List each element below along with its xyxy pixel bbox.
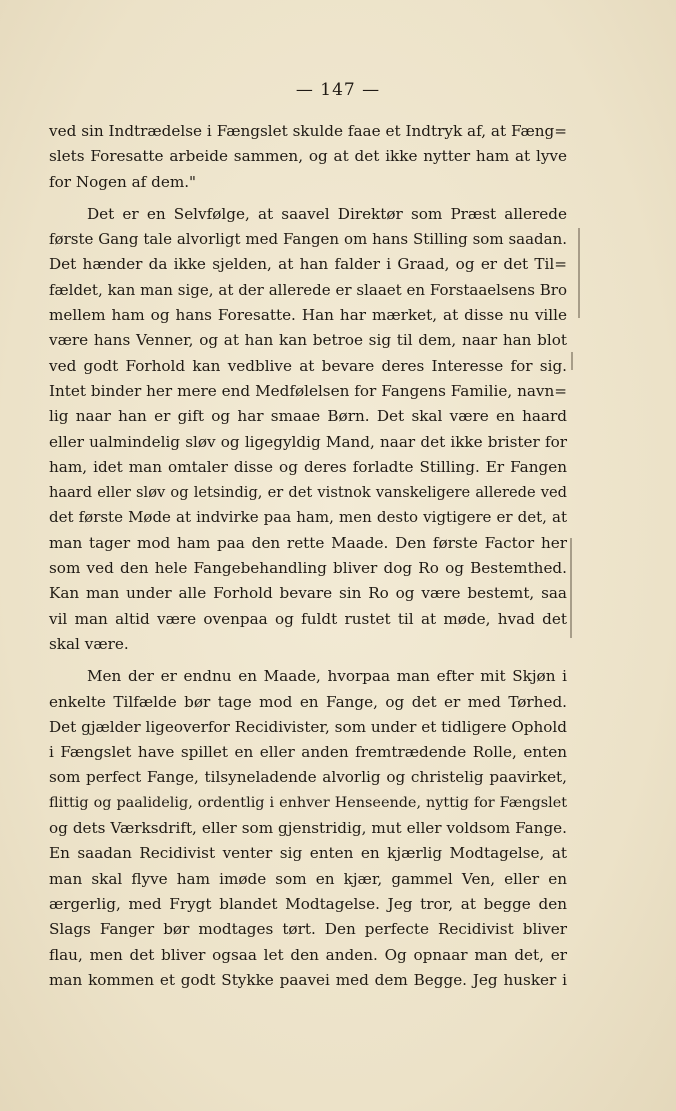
margin-pencil-mark xyxy=(571,352,573,370)
text-line: man kommen et godt Stykke paavei med dem Begge. Jeg husker i xyxy=(49,970,567,989)
text-line: Kan man under alle Forhold bevare sin Ro og være bestemt, saa xyxy=(49,584,567,603)
text-line: Slags Fanger bør modtages tørt. Den perfecte Recidivist bliver xyxy=(49,920,567,939)
text-line: det første Møde at indvirke paa ham, men desto vigtigere er det, at xyxy=(49,508,567,527)
paragraph-3 xyxy=(49,664,567,993)
text-line: være hans Venner, og at han kan betroe sig til dem, naar han blot xyxy=(49,331,567,350)
text-line: for Nogen af dem." xyxy=(49,172,197,191)
text-line: flau, men det bliver ogsaa let den anden. Og opnaar man det, er xyxy=(49,945,567,964)
text-line: slets Foresatte arbeide sammen, og at det ikke nytter ham at lyve xyxy=(49,147,567,166)
text-line: eller ualmindelig sløv og ligegyldig Mand, naar det ikke brister for xyxy=(49,432,567,451)
text-line: vil man altid være ovenpaa og fuldt rustet til at møde, hvad det xyxy=(49,609,567,628)
text-line: ved sin Indtrædelse i Fængslet skulde faae et Indtryk af, at Fæng= xyxy=(49,122,567,140)
text-line: Intet binder her mere end Medfølelsen for Fangens Familie, navn= xyxy=(49,381,567,400)
text-line: første Gang tale alvorligt med Fangen om hans Stilling som saadan. xyxy=(49,230,567,249)
text-line: lig naar han er gift og har smaae Børn. Det skal være en haard xyxy=(49,407,567,426)
text-line: enkelte Tilfælde bør tage mod en Fange, og det er med Tørhed. xyxy=(49,692,567,711)
text-line: haard eller sløv og letsindig, er det vistnok vanskeligere allerede ved xyxy=(49,484,567,502)
text-line: man tager mod ham paa den rette Maade. Den første Factor her xyxy=(49,533,567,552)
text-line: fældet, kan man sige, at der allerede er slaaet en Forstaaelsens Bro xyxy=(49,280,567,299)
text-line: skal være. xyxy=(49,634,129,653)
text-line: i Fængslet have spillet en eller anden fremtrædende Rolle, enten xyxy=(49,743,567,762)
text-line: Det hænder da ikke sjelden, at han falder i Graad, og er det Til= xyxy=(49,255,567,274)
paragraph-2 xyxy=(49,202,567,657)
paragraph-1 xyxy=(49,119,567,195)
text-body xyxy=(49,119,567,993)
text-line: ærgerlig, med Frygt blandet Modtagelse. Jeg tror, at begge den xyxy=(49,894,567,913)
text-line: man skal flyve ham imøde som en kjær, gammel Ven, eller en xyxy=(49,869,567,888)
text-line: Det er en Selvfølge, at saavel Direktør som Præst allerede xyxy=(87,204,567,223)
text-line: som perfect Fange, tilsyneladende alvorlig og christelig paavirket, xyxy=(49,768,567,787)
text-line: ved godt Forhold kan vedblive at bevare deres Interesse for sig. xyxy=(49,356,567,375)
margin-pencil-mark xyxy=(578,228,580,318)
text-line: Det gjælder ligeoverfor Recidivister, som under et tidligere Ophold xyxy=(49,717,567,736)
text-line: som ved den hele Fangebehandling bliver dog Ro og Bestemthed. xyxy=(49,559,567,578)
text-line: flittig og paalidelig, ordentlig i enhver Henseende, nyttig for Fængslet xyxy=(49,794,567,811)
margin-pencil-mark xyxy=(570,538,572,638)
text-line: og dets Værksdrift, eller som gjenstridig, mut eller voldsom Fange. xyxy=(49,819,567,838)
text-line: ham, idet man omtaler disse og deres forladte Stilling. Er Fangen xyxy=(49,457,567,476)
page-number: — 147 — xyxy=(295,80,381,100)
text-line: En saadan Recidivist venter sig enten en kjærlig Modtagelse, at xyxy=(49,844,567,863)
text-line: Men der er endnu en Maade, hvorpaa man efter mit Skjøn i xyxy=(87,667,567,686)
text-line: mellem ham og hans Foresatte. Han har mærket, at disse nu ville xyxy=(49,306,567,325)
